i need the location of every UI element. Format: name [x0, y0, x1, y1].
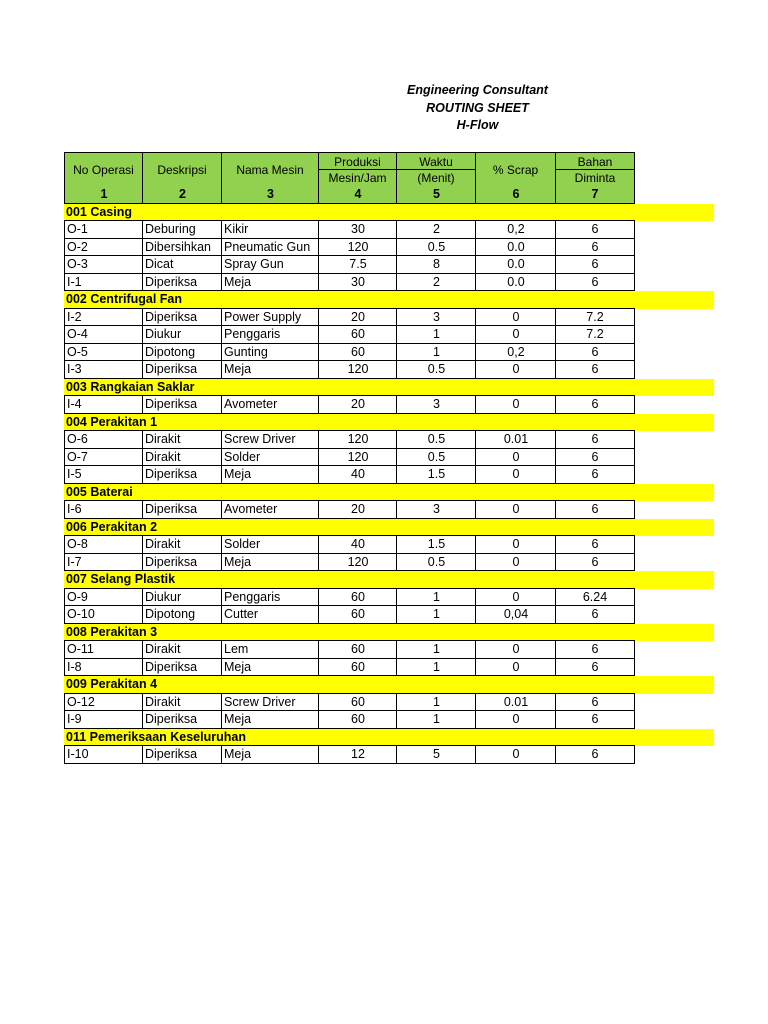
header-waktu: Waktu — [396, 152, 476, 170]
cell-nama-mesin: Avometer — [221, 501, 319, 519]
cell-nama-mesin: Penggaris — [221, 589, 319, 607]
cell-no-operasi: O-9 — [64, 589, 143, 607]
cell-nama-mesin: Gunting — [221, 344, 319, 362]
cell-bahan: 6 — [555, 501, 635, 519]
cell-scrap: 0 — [475, 641, 556, 659]
cell-produksi: 30 — [318, 274, 397, 292]
cell-waktu: 2 — [396, 274, 476, 292]
cell-nama-mesin: Penggaris — [221, 326, 319, 344]
table-row — [64, 711, 635, 729]
cell-nama-mesin: Lem — [221, 641, 319, 659]
cell-bahan: 6 — [555, 361, 635, 379]
column-number: 3 — [221, 186, 319, 204]
cell-nama-mesin: Avometer — [221, 396, 319, 414]
cell-produksi: 7.5 — [318, 256, 397, 274]
cell-deskripsi: Dirakit — [142, 449, 222, 467]
cell-deskripsi: Dirakit — [142, 694, 222, 712]
cell-nama-mesin: Solder — [221, 536, 319, 554]
cell-nama-mesin: Pneumatic Gun — [221, 239, 319, 257]
cell-waktu: 2 — [396, 221, 476, 239]
cell-no-operasi: O-4 — [64, 326, 143, 344]
header-nama-mesin: Nama Mesin — [221, 152, 319, 187]
cell-bahan: 6 — [555, 536, 635, 554]
header-no-operasi: No Operasi — [64, 152, 143, 187]
cell-scrap: 0 — [475, 711, 556, 729]
cell-deskripsi: Diperiksa — [142, 554, 222, 572]
cell-produksi: 20 — [318, 396, 397, 414]
cell-deskripsi: Diperiksa — [142, 466, 222, 484]
cell-produksi: 20 — [318, 501, 397, 519]
cell-bahan: 6 — [555, 274, 635, 292]
cell-waktu: 1.5 — [396, 536, 476, 554]
cell-scrap: 0.01 — [475, 431, 556, 449]
cell-nama-mesin: Kikir — [221, 221, 319, 239]
cell-produksi: 12 — [318, 746, 397, 764]
cell-bahan: 7.2 — [555, 309, 635, 327]
group-header: 003 Rangkaian Saklar — [64, 379, 714, 397]
table-row — [64, 589, 635, 607]
cell-waktu: 0.5 — [396, 361, 476, 379]
cell-scrap: 0 — [475, 326, 556, 344]
table-row — [64, 431, 635, 449]
cell-produksi: 60 — [318, 326, 397, 344]
cell-waktu: 5 — [396, 746, 476, 764]
cell-waktu: 1 — [396, 694, 476, 712]
group-header: 005 Baterai — [64, 484, 714, 502]
cell-produksi: 120 — [318, 239, 397, 257]
cell-nama-mesin: Cutter — [221, 606, 319, 624]
cell-waktu: 3 — [396, 309, 476, 327]
cell-scrap: 0 — [475, 536, 556, 554]
cell-nama-mesin: Solder — [221, 449, 319, 467]
table-row — [64, 694, 635, 712]
group-header: 004 Perakitan 1 — [64, 414, 714, 432]
cell-waktu: 0.5 — [396, 449, 476, 467]
header-waktu-unit: (Menit) — [396, 169, 476, 187]
cell-no-operasi: O-11 — [64, 641, 143, 659]
cell-deskripsi: Diperiksa — [142, 396, 222, 414]
cell-deskripsi: Diukur — [142, 589, 222, 607]
cell-bahan: 6 — [555, 221, 635, 239]
cell-deskripsi: Diukur — [142, 326, 222, 344]
cell-no-operasi: O-2 — [64, 239, 143, 257]
cell-deskripsi: Deburing — [142, 221, 222, 239]
table-row — [64, 396, 635, 414]
cell-deskripsi: Diperiksa — [142, 361, 222, 379]
cell-produksi: 20 — [318, 309, 397, 327]
cell-nama-mesin: Screw Driver — [221, 694, 319, 712]
cell-waktu: 0.5 — [396, 239, 476, 257]
cell-waktu: 1 — [396, 344, 476, 362]
header-scrap: % Scrap — [475, 152, 556, 187]
table-row — [64, 361, 635, 379]
table-row — [64, 239, 635, 257]
header-bahan-unit: Diminta — [555, 169, 635, 187]
cell-nama-mesin: Power Supply — [221, 309, 319, 327]
company-name: Engineering Consultant — [407, 83, 548, 97]
cell-deskripsi: Diperiksa — [142, 274, 222, 292]
cell-produksi: 60 — [318, 589, 397, 607]
cell-scrap: 0 — [475, 589, 556, 607]
cell-scrap: 0 — [475, 361, 556, 379]
cell-scrap: 0,04 — [475, 606, 556, 624]
cell-nama-mesin: Spray Gun — [221, 256, 319, 274]
cell-no-operasi: I-7 — [64, 554, 143, 572]
cell-no-operasi: O-10 — [64, 606, 143, 624]
table-row — [64, 274, 635, 292]
table-row — [64, 641, 635, 659]
cell-waktu: 3 — [396, 501, 476, 519]
cell-no-operasi: O-12 — [64, 694, 143, 712]
cell-scrap: 0 — [475, 501, 556, 519]
product-name: H-Flow — [456, 118, 499, 132]
cell-bahan: 6 — [555, 711, 635, 729]
cell-nama-mesin: Meja — [221, 274, 319, 292]
cell-no-operasi: I-3 — [64, 361, 143, 379]
cell-no-operasi: I-1 — [64, 274, 143, 292]
cell-scrap: 0 — [475, 309, 556, 327]
table-row — [64, 554, 635, 572]
cell-bahan: 6 — [555, 641, 635, 659]
group-header: 006 Perakitan 2 — [64, 519, 714, 537]
column-number: 2 — [142, 186, 222, 204]
column-number: 5 — [396, 186, 476, 204]
header-bahan: Bahan — [555, 152, 635, 170]
cell-no-operasi: O-6 — [64, 431, 143, 449]
table-row — [64, 536, 635, 554]
cell-scrap: 0 — [475, 396, 556, 414]
cell-deskripsi: Diperiksa — [142, 501, 222, 519]
table-row — [64, 746, 635, 764]
cell-produksi: 120 — [318, 449, 397, 467]
cell-waktu: 1.5 — [396, 466, 476, 484]
table-row — [64, 309, 635, 327]
cell-deskripsi: Diperiksa — [142, 309, 222, 327]
column-number: 1 — [64, 186, 143, 204]
cell-waktu: 1 — [396, 326, 476, 344]
cell-produksi: 60 — [318, 344, 397, 362]
cell-deskripsi: Dirakit — [142, 431, 222, 449]
cell-nama-mesin: Meja — [221, 466, 319, 484]
group-header: 002 Centrifugal Fan — [64, 291, 714, 309]
cell-deskripsi: Dicat — [142, 256, 222, 274]
cell-bahan: 6 — [555, 256, 635, 274]
cell-deskripsi: Dirakit — [142, 536, 222, 554]
table-row — [64, 501, 635, 519]
cell-deskripsi: Diperiksa — [142, 746, 222, 764]
cell-waktu: 1 — [396, 589, 476, 607]
cell-waktu: 8 — [396, 256, 476, 274]
cell-produksi: 120 — [318, 554, 397, 572]
cell-produksi: 60 — [318, 606, 397, 624]
cell-nama-mesin: Meja — [221, 711, 319, 729]
cell-scrap: 0 — [475, 449, 556, 467]
cell-no-operasi: O-1 — [64, 221, 143, 239]
cell-produksi: 120 — [318, 361, 397, 379]
cell-scrap: 0 — [475, 466, 556, 484]
cell-scrap: 0.0 — [475, 274, 556, 292]
cell-bahan: 6 — [555, 344, 635, 362]
cell-no-operasi: I-6 — [64, 501, 143, 519]
document-title: ROUTING SHEET — [426, 100, 529, 115]
cell-deskripsi: Dipotong — [142, 606, 222, 624]
cell-nama-mesin: Meja — [221, 746, 319, 764]
cell-no-operasi: O-5 — [64, 344, 143, 362]
cell-deskripsi: Diperiksa — [142, 711, 222, 729]
cell-no-operasi: I-5 — [64, 466, 143, 484]
cell-produksi: 60 — [318, 659, 397, 677]
cell-bahan: 6.24 — [555, 589, 635, 607]
cell-nama-mesin: Meja — [221, 361, 319, 379]
cell-produksi: 30 — [318, 221, 397, 239]
cell-produksi: 40 — [318, 466, 397, 484]
cell-bahan: 6 — [555, 659, 635, 677]
cell-bahan: 7.2 — [555, 326, 635, 344]
cell-bahan: 6 — [555, 694, 635, 712]
table-row — [64, 466, 635, 484]
table-row — [64, 659, 635, 677]
column-number: 7 — [555, 186, 635, 204]
cell-waktu: 3 — [396, 396, 476, 414]
header-produksi-unit: Mesin/Jam — [318, 169, 397, 187]
cell-produksi: 120 — [318, 431, 397, 449]
cell-no-operasi: I-9 — [64, 711, 143, 729]
cell-no-operasi: I-2 — [64, 309, 143, 327]
cell-scrap: 0 — [475, 554, 556, 572]
cell-no-operasi: I-10 — [64, 746, 143, 764]
cell-no-operasi: O-8 — [64, 536, 143, 554]
cell-bahan: 6 — [555, 554, 635, 572]
cell-waktu: 1 — [396, 711, 476, 729]
cell-waktu: 1 — [396, 659, 476, 677]
table-row — [64, 344, 635, 362]
cell-bahan: 6 — [555, 239, 635, 257]
cell-bahan: 6 — [555, 466, 635, 484]
cell-produksi: 40 — [318, 536, 397, 554]
cell-produksi: 60 — [318, 711, 397, 729]
cell-waktu: 1 — [396, 606, 476, 624]
table-row — [64, 606, 635, 624]
cell-scrap: 0.01 — [475, 694, 556, 712]
table-row — [64, 256, 635, 274]
table-row — [64, 449, 635, 467]
cell-no-operasi: O-3 — [64, 256, 143, 274]
cell-waktu: 1 — [396, 641, 476, 659]
group-header: 009 Perakitan 4 — [64, 676, 714, 694]
cell-no-operasi: O-7 — [64, 449, 143, 467]
cell-scrap: 0,2 — [475, 344, 556, 362]
cell-produksi: 60 — [318, 694, 397, 712]
cell-deskripsi: Dipotong — [142, 344, 222, 362]
group-header: 007 Selang Plastik — [64, 571, 714, 589]
group-header: 001 Casing — [64, 204, 714, 222]
cell-bahan: 6 — [555, 606, 635, 624]
cell-deskripsi: Diperiksa — [142, 659, 222, 677]
cell-waktu: 0.5 — [396, 554, 476, 572]
cell-bahan: 6 — [555, 431, 635, 449]
cell-deskripsi: Dirakit — [142, 641, 222, 659]
table-row — [64, 326, 635, 344]
cell-scrap: 0,2 — [475, 221, 556, 239]
cell-no-operasi: I-4 — [64, 396, 143, 414]
cell-bahan: 6 — [555, 746, 635, 764]
cell-scrap: 0 — [475, 746, 556, 764]
header-produksi: Produksi — [318, 152, 397, 170]
group-header: 008 Perakitan 3 — [64, 624, 714, 642]
cell-bahan: 6 — [555, 449, 635, 467]
header-deskripsi: Deskripsi — [142, 152, 222, 187]
cell-bahan: 6 — [555, 396, 635, 414]
table-row — [64, 221, 635, 239]
cell-nama-mesin: Meja — [221, 554, 319, 572]
cell-produksi: 60 — [318, 641, 397, 659]
cell-nama-mesin: Screw Driver — [221, 431, 319, 449]
column-number: 4 — [318, 186, 397, 204]
column-number: 6 — [475, 186, 556, 204]
cell-deskripsi: Dibersihkan — [142, 239, 222, 257]
cell-nama-mesin: Meja — [221, 659, 319, 677]
group-header: 011 Pemeriksaan Keseluruhan — [64, 729, 714, 747]
cell-scrap: 0 — [475, 659, 556, 677]
cell-scrap: 0.0 — [475, 239, 556, 257]
cell-scrap: 0.0 — [475, 256, 556, 274]
cell-waktu: 0.5 — [396, 431, 476, 449]
cell-no-operasi: I-8 — [64, 659, 143, 677]
